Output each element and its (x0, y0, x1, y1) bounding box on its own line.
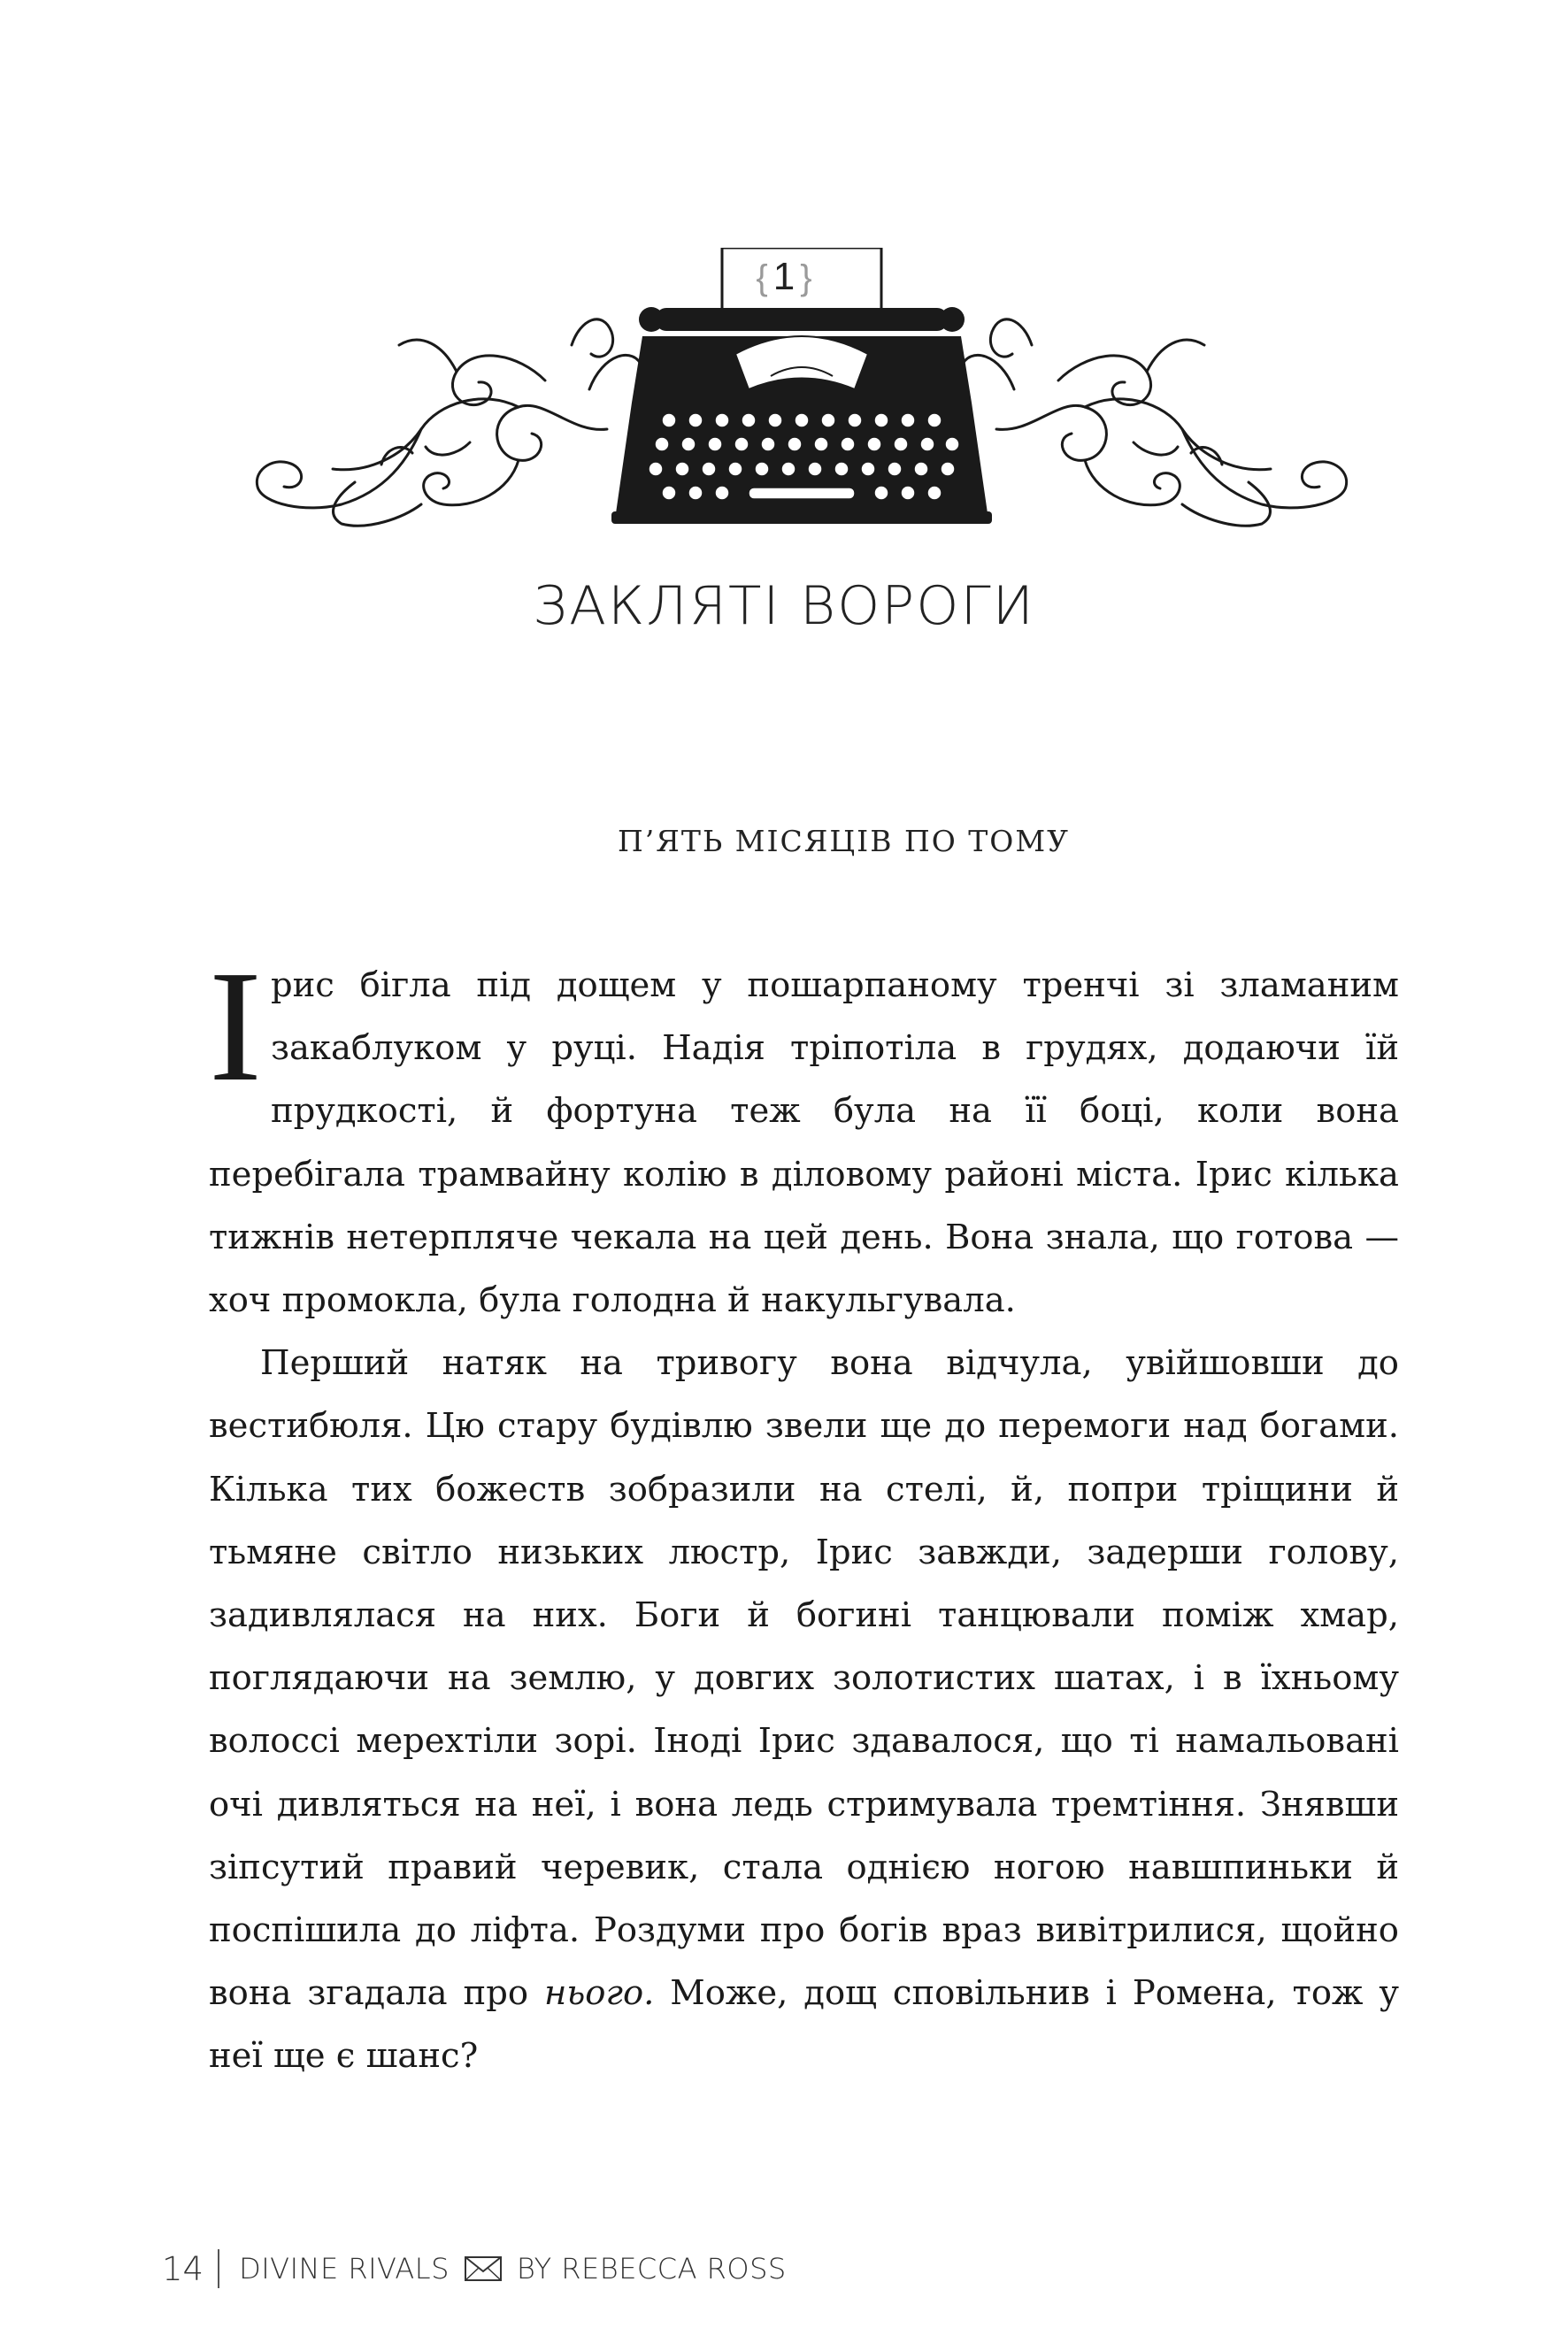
chapter-title: ЗАКЛЯТІ ВОРОГИ (533, 575, 1035, 637)
drop-cap: І (209, 938, 262, 1114)
footer-author: BY REBECCA ROSS (516, 2252, 787, 2286)
page-number: 14 (162, 2249, 204, 2288)
chapter-subtitle: П’ЯТЬ МІСЯЦІВ ПО ТОМУ (618, 824, 1070, 858)
chapter-number-open-brace: { (756, 258, 768, 297)
page-footer (162, 2249, 787, 2288)
envelope-icon (464, 2255, 503, 2283)
paragraph-1-text: рис бігла під дощем у пошарпаному тренчі зі зламаним закаблуком у руці. Надія тріпотіла в грудях, додаючи їй прудкості, й фортуна теж була на її боці, коли вона перебігала трамвайну колію в діловому районі міста. Ірис кілька тижнів нетерпляче чекала на цей день. Вона знала, що готова — хоч промокла, була голодна й накульгувала. (209, 965, 1399, 1321)
chapter-number-value: 1 (772, 255, 796, 298)
paragraph-2 (209, 1332, 1399, 2087)
chapter-number-close-brace: } (800, 258, 812, 297)
footer-book-title: DIVINE RIVALS (239, 2252, 450, 2286)
body-text (209, 938, 1400, 2088)
paragraph-1 (209, 938, 1399, 1332)
footer-divider (218, 2249, 219, 2288)
paragraph-2-text-start: Перший натяк на тривогу вона відчула, увійшовши до вестибюля. Цю стару будівлю звели ще до перемоги над богами. Кілька тих божеств зобразили на стелі, й, попри тріщини й тьмяне світло низьких люстр, Ірис завжди, задерши голову, задивлялася на них. Боги й богині танцювали поміж хмар, поглядаючи на землю, у довгих золотистих шатах, і в їхньому волоссі мерехтіли зорі. Іноді Ірис здавалося, що ті намальовані очі дивляться на неї, і вона ледь стримувала тремтіння. Знявши зіпсутий правий черевик, стала однією ногою навшпиньки й поспішила до ліфта. Роздуми про богів враз вивітрилися, щойно вона згадала про (209, 1343, 1399, 2014)
left-scroll-flourish (257, 319, 642, 526)
chapter-number (0, 255, 1568, 299)
right-scroll-flourish (961, 319, 1347, 526)
paragraph-2-text-end: Може, дощ сповільнив і Ромена, тож у неї ще є шанс? (209, 1973, 1400, 2077)
paragraph-2-italic: нього. (543, 1973, 655, 2014)
